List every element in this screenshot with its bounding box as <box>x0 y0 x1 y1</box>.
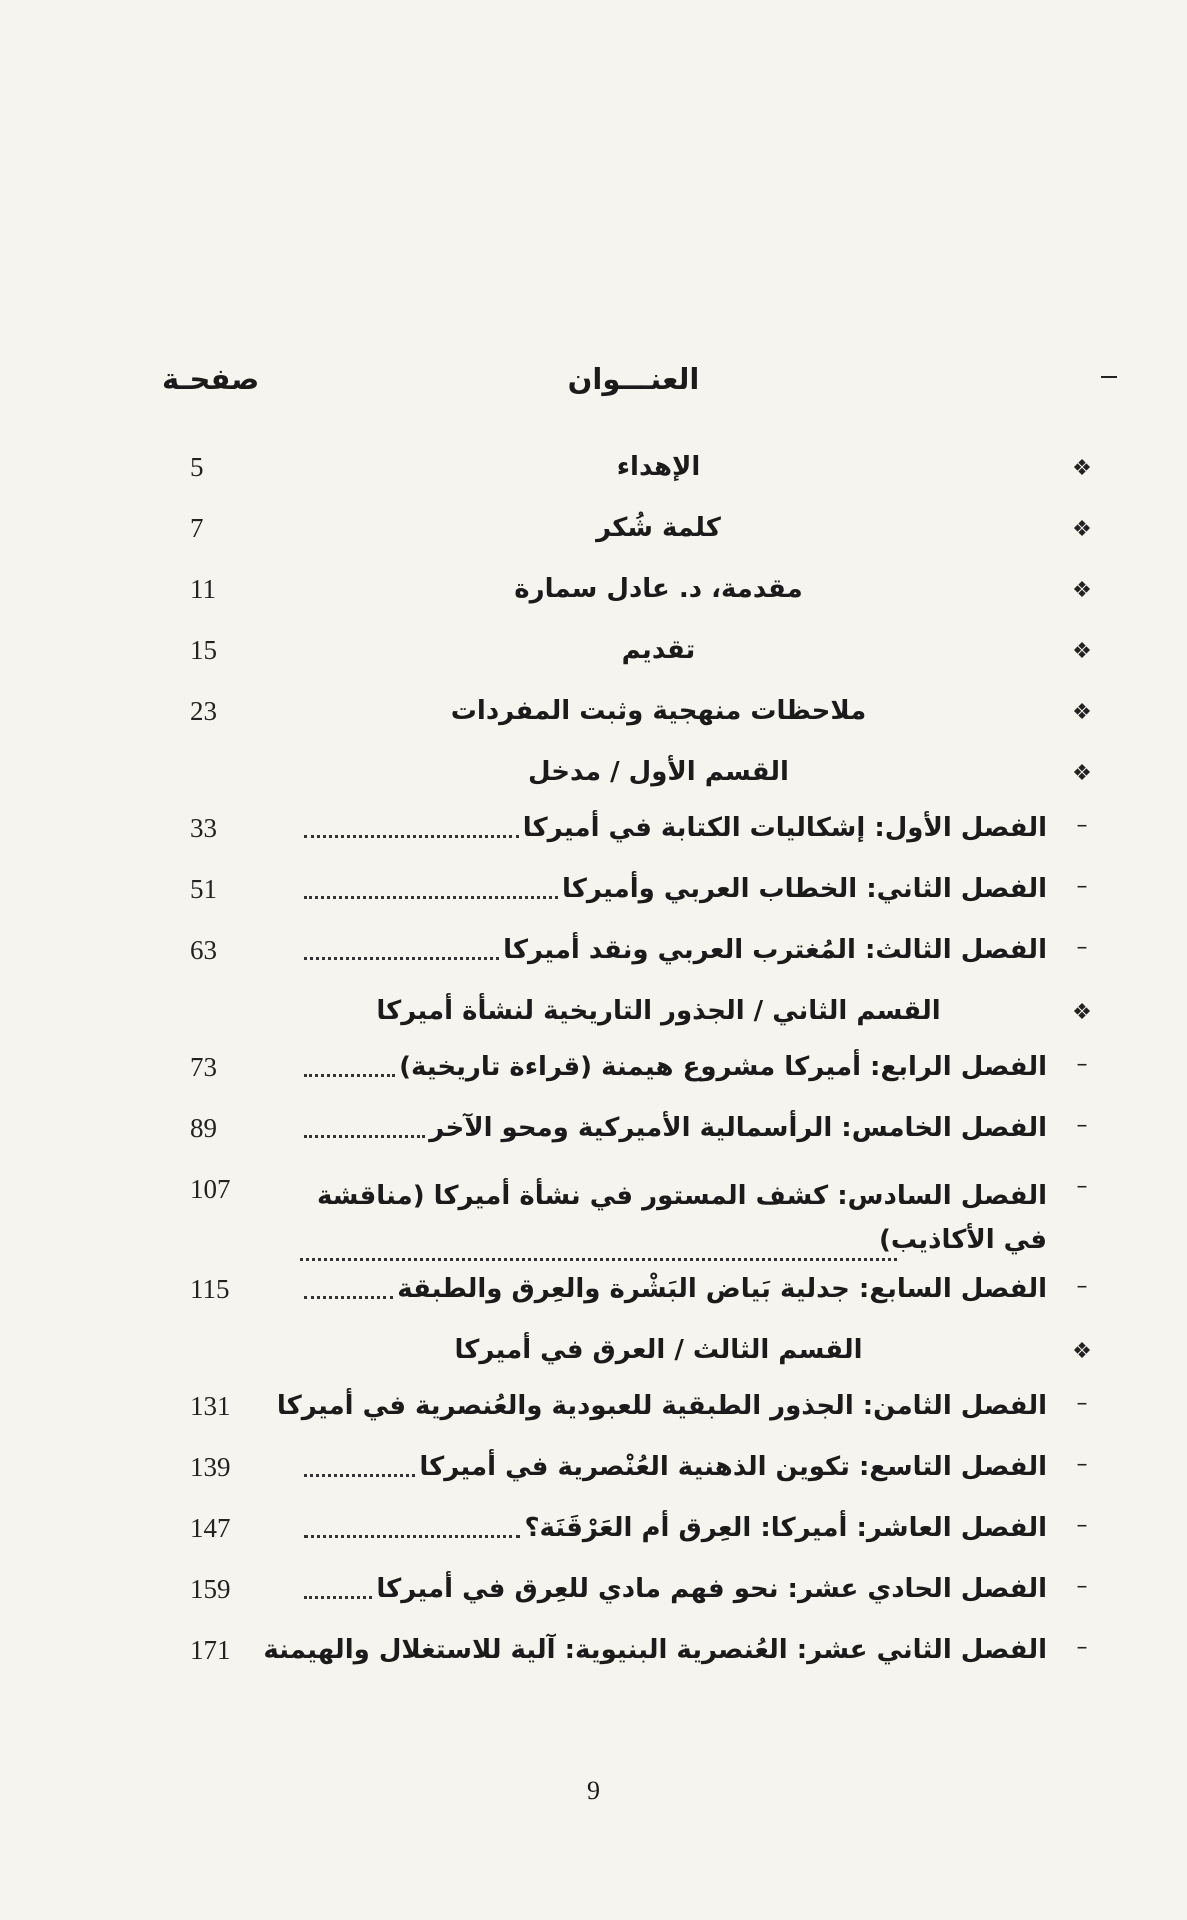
diamond-bullet-icon: ❖ <box>1072 1339 1092 1364</box>
toc-page-number: 73 <box>190 1052 217 1082</box>
toc-header <box>150 362 1117 412</box>
toc-entry-label: كلمة شُكر <box>596 513 721 543</box>
toc-page-number: 5 <box>190 452 204 482</box>
toc-row <box>150 452 1097 513</box>
dot-leader <box>304 1052 395 1077</box>
dash-bullet-icon: – <box>1076 1391 1088 1416</box>
toc-page-number: 15 <box>190 635 217 665</box>
dash-bullet-icon: – <box>1076 1174 1088 1199</box>
dash-bullet-icon: – <box>1076 874 1088 899</box>
dot-leader <box>300 1254 897 1261</box>
toc-entry-text: الفصل الأول: إشكاليات الكتابة في أميركا <box>522 813 1047 843</box>
toc-entry-text: الفصل الثاني: الخطاب العربي وأميركا <box>562 874 1047 904</box>
toc-row <box>150 874 1097 935</box>
toc-entry-label <box>300 1274 1047 1304</box>
dash-bullet-icon: – <box>1076 1513 1088 1538</box>
toc-page-number: 171 <box>190 1635 231 1665</box>
toc-page-number: 159 <box>190 1574 231 1604</box>
diamond-bullet-icon: ❖ <box>1072 700 1092 725</box>
diamond-bullet-icon: ❖ <box>1072 578 1092 603</box>
toc-row <box>150 1635 1097 1696</box>
toc-row <box>150 696 1097 757</box>
toc-page-number: 7 <box>190 513 204 543</box>
dash-bullet-icon: – <box>1076 1635 1088 1660</box>
toc-page-number: 131 <box>190 1391 231 1421</box>
dash-bullet-icon: – <box>1076 1574 1088 1599</box>
dot-leader <box>304 1574 372 1599</box>
diamond-bullet-icon: ❖ <box>1072 517 1092 542</box>
dot-leader <box>304 1113 425 1138</box>
dash-bullet-icon: – <box>1076 1452 1088 1477</box>
dot-leader <box>304 1452 415 1477</box>
toc-page-number: 147 <box>190 1513 231 1543</box>
toc-row <box>150 1174 1097 1274</box>
toc-entry-label <box>300 1052 1047 1082</box>
toc-row <box>150 935 1097 996</box>
toc-entry-label: القسم الأول / مدخل <box>528 757 789 787</box>
diamond-bullet-icon: ❖ <box>1072 761 1092 786</box>
toc-row <box>150 757 1097 813</box>
toc-entry-label: ملاحظات منهجية وثبت المفردات <box>450 696 867 726</box>
toc-row <box>150 1513 1097 1574</box>
toc-entry-text: الفصل الخامس: الرأسمالية الأميركية ومحو الآخر <box>429 1113 1047 1143</box>
toc-entry-label: القسم الثالث / العرق في أميركا <box>454 1335 863 1365</box>
dot-leader <box>304 1274 393 1299</box>
page-column-label: صفحـة <box>162 362 260 396</box>
toc-entry-text: الفصل التاسع: تكوين الذهنية العُنْصرية في أميركا <box>419 1452 1047 1482</box>
toc-row <box>150 813 1097 874</box>
dash-bullet-icon: – <box>1076 1274 1088 1299</box>
dot-leader <box>304 813 519 838</box>
toc-page-number: 33 <box>190 813 217 843</box>
toc-row <box>150 1574 1097 1635</box>
dot-leader <box>304 1513 520 1538</box>
toc-entry-label <box>276 1391 1047 1421</box>
toc-row <box>150 574 1097 635</box>
page-number: 9 <box>587 1776 600 1805</box>
toc-entry-text: الفصل الثامن: الجذور الطبقية للعبودية والعُنصرية في أميركا <box>276 1391 1047 1421</box>
toc-row <box>150 996 1097 1052</box>
diamond-bullet-icon: ❖ <box>1072 1000 1092 1025</box>
table-of-contents <box>150 452 1097 1696</box>
toc-row <box>150 1452 1097 1513</box>
toc-entry-label <box>300 1174 1047 1261</box>
toc-row <box>150 1274 1097 1335</box>
toc-row <box>150 513 1097 574</box>
toc-entry-text: الفصل الحادي عشر: نحو فهم مادي للعِرق في أميركا <box>376 1574 1047 1604</box>
toc-title: العنـــوان <box>567 362 700 396</box>
toc-entry-label: مقدمة، د. عادل سمارة <box>514 574 803 604</box>
dash-bullet-icon: – <box>1076 1052 1088 1077</box>
dot-leader <box>304 935 499 960</box>
toc-entry-text: الفصل الثاني عشر: العُنصرية البنيوية: آلية للاستغلال والهيمنة <box>263 1635 1047 1665</box>
toc-entry-text: الفصل السادس: كشف المستور في نشأة أميركا (مناقشة في الأكاذيب) <box>316 1181 1047 1255</box>
toc-entry-text: الفصل العاشر: أميركا: العِرق أم العَرْقَنَة؟ <box>524 1513 1047 1543</box>
toc-row <box>150 1335 1097 1391</box>
toc-row <box>150 1052 1097 1113</box>
toc-entry-text: الفصل الثالث: المُغترب العربي ونقد أميركا <box>503 935 1047 965</box>
toc-entry-label <box>300 1113 1047 1143</box>
diamond-bullet-icon: ❖ <box>1072 639 1092 664</box>
toc-page-number: 23 <box>190 696 217 726</box>
toc-entry-label <box>300 813 1047 843</box>
diamond-bullet-icon: ❖ <box>1072 456 1092 481</box>
toc-row <box>150 635 1097 696</box>
dot-leader <box>304 874 558 899</box>
toc-page-number: 139 <box>190 1452 231 1482</box>
toc-page-number: 11 <box>190 574 216 604</box>
toc-entry-label <box>300 1452 1047 1482</box>
toc-page-number: 89 <box>190 1113 217 1143</box>
dash-bullet-icon: – <box>1076 1113 1088 1138</box>
toc-page-number: 63 <box>190 935 217 965</box>
toc-entry-label <box>300 935 1047 965</box>
toc-entry-label <box>300 1513 1047 1543</box>
toc-row <box>150 1113 1097 1174</box>
toc-entry-label <box>300 874 1047 904</box>
toc-entry-label <box>263 1635 1047 1665</box>
toc-page-number: 107 <box>190 1174 231 1204</box>
toc-entry-text: الفصل السابع: جدلية بَياض البَشْرة والعِرق والطبقة <box>397 1274 1047 1304</box>
toc-row <box>150 1391 1097 1452</box>
toc-entry-label: تقديم <box>621 635 696 665</box>
toc-entry-label <box>300 1574 1047 1604</box>
dash-bullet-icon: – <box>1076 935 1088 960</box>
toc-entry-label: القسم الثاني / الجذور التاريخية لنشأة أميركا <box>376 996 941 1026</box>
toc-entry-label: الإهداء <box>616 452 701 482</box>
toc-page-number: 115 <box>190 1274 230 1304</box>
toc-entry-text: الفصل الرابع: أميركا مشروع هيمنة (قراءة تاريخية) <box>399 1052 1047 1082</box>
dash-bullet-icon: – <box>1076 813 1088 838</box>
toc-page-number: 51 <box>190 874 217 904</box>
